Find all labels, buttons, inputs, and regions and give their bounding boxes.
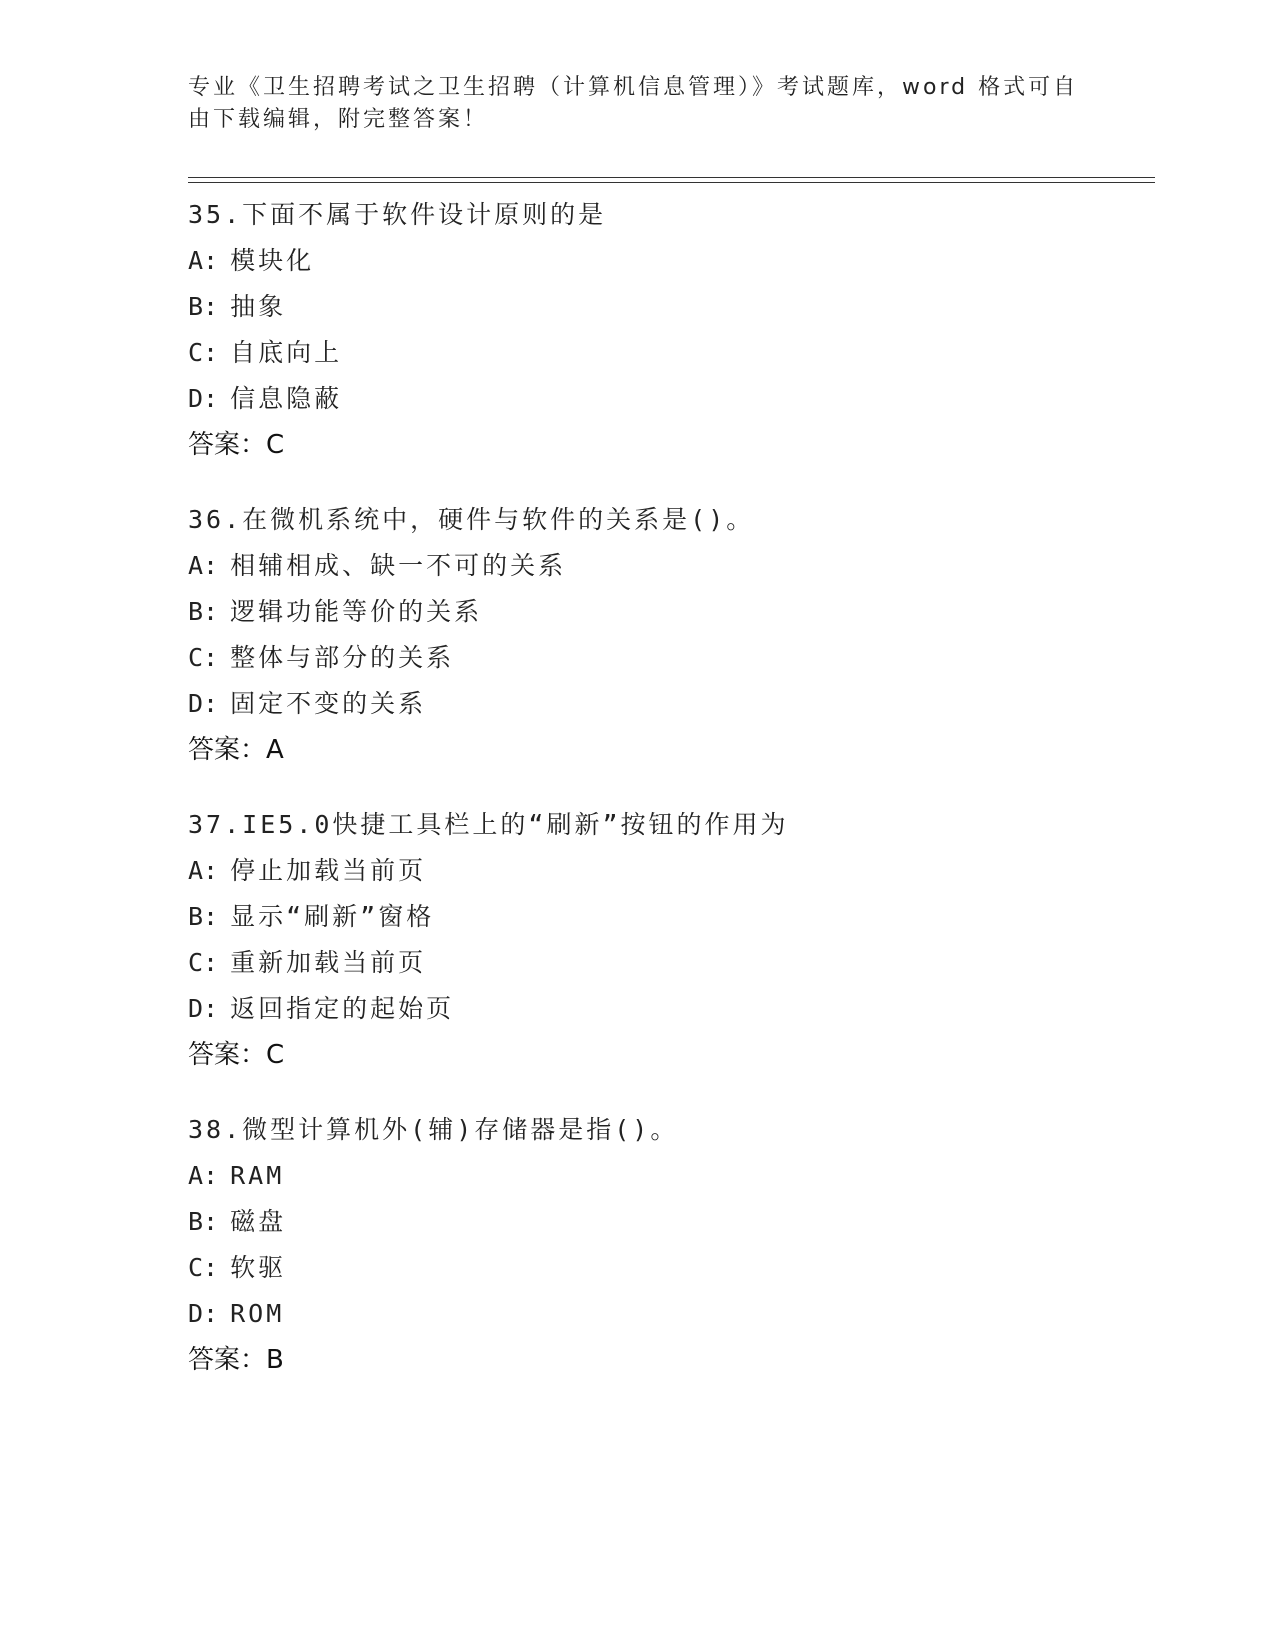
answer-key: 答案：B [188,1345,284,1375]
option-label: C: [188,948,219,977]
header-divider-top [188,177,1155,178]
option-label: A: [188,856,219,885]
question-list [188,192,1148,1412]
option-a [188,1153,1148,1199]
option-a [188,848,1148,894]
option-text: 软驱 [230,1253,287,1282]
option-label: B: [188,902,219,931]
option-text: 模块化 [230,246,315,275]
option-label: C: [188,338,219,367]
option-d [188,681,1148,727]
question-36 [188,497,1148,773]
option-label: A: [188,246,219,275]
header-line-2: 由下载编辑，附完整答案！ [188,107,489,132]
header-divider-bottom [188,182,1155,183]
option-label: D: [188,689,219,718]
option-label: B: [188,597,219,626]
option-text: 逻辑功能等价的关系 [230,597,483,626]
option-c [188,635,1148,681]
option-text: 磁盘 [230,1207,287,1236]
option-text: 显示“刷新”窗格 [230,902,435,931]
option-b [188,589,1148,635]
header-line-1: 专业《卫生招聘考试之卫生招聘（计算机信息管理）》考试题库，word 格式可自 [188,75,1079,100]
option-label: C: [188,643,219,672]
option-text: RAM [230,1161,285,1190]
option-text: 相辅相成、缺一不可的关系 [230,551,567,580]
option-label: D: [188,1299,219,1328]
option-label: B: [188,292,219,321]
option-d [188,376,1148,422]
question-38 [188,1107,1148,1383]
option-label: A: [188,551,219,580]
option-a [188,543,1148,589]
option-c [188,940,1148,986]
option-label: B: [188,1207,219,1236]
option-text: 固定不变的关系 [230,689,427,718]
option-b [188,894,1148,940]
option-text: 停止加载当前页 [230,856,427,885]
question-title: 37.IE5.0快捷工具栏上的“刷新”按钮的作用为 [188,810,789,839]
option-label: D: [188,994,219,1023]
option-c [188,1245,1148,1291]
option-label: C: [188,1253,219,1282]
answer-key: 答案：C [188,1040,285,1070]
option-text: 抽象 [230,292,287,321]
answer-key: 答案：A [188,735,284,765]
option-label: A: [188,1161,219,1190]
question-35 [188,192,1148,468]
option-b [188,284,1148,330]
option-label: D: [188,384,219,413]
option-text: ROM [230,1299,285,1328]
option-text: 重新加载当前页 [230,948,427,977]
option-c [188,330,1148,376]
question-title: 36.在微机系统中，硬件与软件的关系是()。 [188,505,755,534]
option-b [188,1199,1148,1245]
question-37 [188,802,1148,1078]
document-header [188,72,1079,136]
option-text: 返回指定的起始页 [230,994,455,1023]
question-title: 35.下面不属于软件设计原则的是 [188,200,607,229]
option-a [188,238,1148,284]
answer-key: 答案：C [188,430,285,460]
option-d [188,986,1148,1032]
option-text: 整体与部分的关系 [230,643,455,672]
option-text: 信息隐蔽 [230,384,343,413]
question-title: 38.微型计算机外(辅)存储器是指()。 [188,1115,679,1144]
option-text: 自底向上 [230,338,343,367]
option-d [188,1291,1148,1337]
